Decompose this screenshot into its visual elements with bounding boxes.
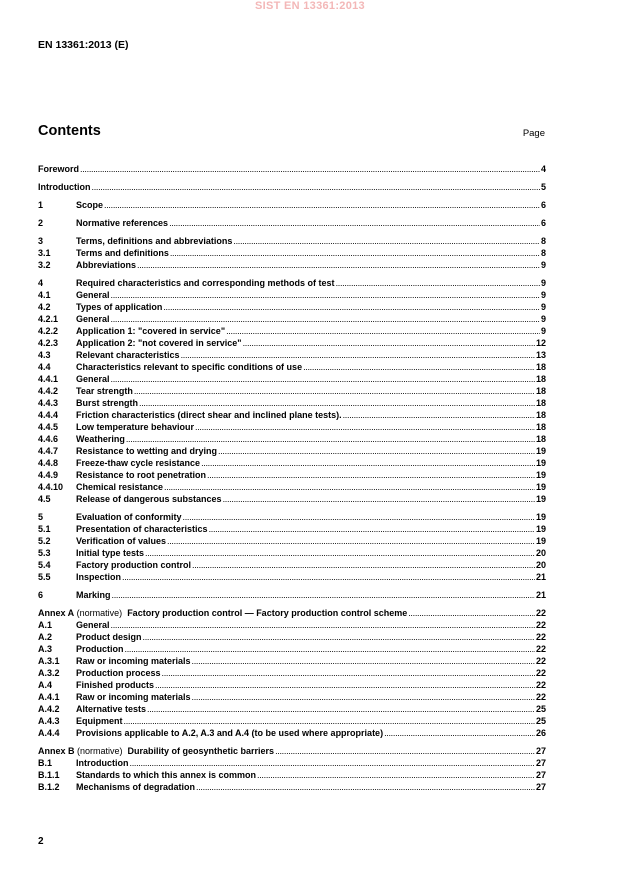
toc-entry-number: A.4 bbox=[38, 680, 53, 690]
toc-entry-page: 9 bbox=[540, 290, 546, 300]
dot-leader bbox=[162, 667, 535, 679]
watermark: SIST EN 13361:2013 bbox=[255, 0, 365, 12]
toc-entry[interactable] bbox=[38, 757, 546, 769]
toc-entry-number: 3.2 bbox=[38, 260, 51, 270]
toc-entry-page: 12 bbox=[535, 338, 546, 348]
toc-entry-title: Raw or incoming materials bbox=[76, 656, 191, 666]
toc-entry-number: 4.1 bbox=[38, 290, 51, 300]
dot-leader bbox=[111, 619, 535, 631]
toc-entry-number: 4.2.1 bbox=[38, 314, 59, 324]
annex-label: Annex B bbox=[38, 746, 75, 756]
toc-entry[interactable] bbox=[38, 559, 546, 571]
toc-entry[interactable] bbox=[38, 547, 546, 559]
toc-entry-page: 19 bbox=[535, 470, 546, 480]
toc-entry-title: Provisions applicable to A.2, A.3 and A.4 (to be used where appropriate) bbox=[76, 728, 384, 738]
dot-leader bbox=[139, 397, 535, 409]
toc-entry[interactable] bbox=[38, 349, 546, 361]
toc-entry-title: Raw or incoming materials bbox=[76, 692, 191, 702]
toc-entry-number: 5.2 bbox=[38, 536, 51, 546]
dot-leader bbox=[257, 769, 535, 781]
toc-entry-number: 4.4.10 bbox=[38, 482, 64, 492]
toc-entry-title: Chemical resistance bbox=[76, 482, 164, 492]
toc-entry-title bbox=[38, 745, 274, 757]
toc-entry-number: 5.3 bbox=[38, 548, 51, 558]
toc-entry-title: Application 2: "not covered in service" bbox=[76, 338, 242, 348]
dot-leader bbox=[183, 511, 535, 523]
toc-entry[interactable] bbox=[38, 745, 546, 757]
toc-entry-page: 22 bbox=[535, 644, 546, 654]
toc-entry[interactable] bbox=[38, 643, 546, 655]
toc-entry[interactable] bbox=[38, 703, 546, 715]
dot-leader bbox=[218, 445, 535, 457]
toc-entry-number: 5.5 bbox=[38, 572, 51, 582]
dot-leader bbox=[223, 493, 535, 505]
toc-entry-title: Application 1: "covered in service" bbox=[76, 326, 226, 336]
annex-normative-tag: (normative) bbox=[74, 746, 126, 756]
toc-entry-page: 18 bbox=[535, 374, 546, 384]
dot-leader bbox=[303, 361, 535, 373]
toc-entry-number: 5.4 bbox=[38, 560, 51, 570]
toc-entry[interactable] bbox=[38, 769, 546, 781]
dot-leader bbox=[233, 235, 540, 247]
toc-entry-title: Freeze-thaw cycle resistance bbox=[76, 458, 201, 468]
dot-leader bbox=[145, 547, 535, 559]
toc-entry-number: A.3 bbox=[38, 644, 53, 654]
annex-title: Factory production control — Factory production control scheme bbox=[124, 608, 408, 618]
dot-leader bbox=[192, 559, 535, 571]
dot-leader bbox=[170, 247, 540, 259]
toc-entry-number: 1 bbox=[38, 200, 44, 210]
toc-entry-title: Production process bbox=[76, 668, 161, 678]
toc-entry[interactable] bbox=[38, 199, 546, 211]
toc-entry-page: 27 bbox=[535, 782, 546, 792]
toc-entry-page: 19 bbox=[535, 494, 546, 504]
toc-entry-page: 27 bbox=[535, 770, 546, 780]
toc-entry-page: 5 bbox=[540, 182, 546, 192]
toc-entry-page: 18 bbox=[535, 362, 546, 372]
annex-title: Durability of geosynthetic barriers bbox=[125, 746, 275, 756]
toc-entry-page: 4 bbox=[540, 164, 546, 174]
dot-leader bbox=[111, 373, 535, 385]
toc-entry-title: Tear strength bbox=[76, 386, 133, 396]
toc-entry-number: 4.4.3 bbox=[38, 398, 59, 408]
toc-entry[interactable] bbox=[38, 493, 546, 505]
toc-entry-number: 4.4.2 bbox=[38, 386, 59, 396]
toc-entry-page: 19 bbox=[535, 512, 546, 522]
dot-leader bbox=[209, 523, 535, 535]
toc-entry-title: Terms and definitions bbox=[76, 248, 169, 258]
table-of-contents bbox=[38, 163, 546, 793]
toc-entry-page: 9 bbox=[540, 326, 546, 336]
page-number: 2 bbox=[38, 836, 44, 847]
toc-entry-title: Finished products bbox=[76, 680, 155, 690]
dot-leader bbox=[125, 643, 535, 655]
toc-entry-page: 22 bbox=[535, 632, 546, 642]
toc-entry-number: A.1 bbox=[38, 620, 53, 630]
toc-entry-number: 4.4.6 bbox=[38, 434, 59, 444]
toc-entry-number: B.1.2 bbox=[38, 782, 60, 792]
toc-entry-title: General bbox=[76, 314, 110, 324]
toc-entry-number: 4.4.9 bbox=[38, 470, 59, 480]
toc-entry-page: 18 bbox=[535, 410, 546, 420]
toc-entry-number: 4.2.3 bbox=[38, 338, 59, 348]
toc-entry-page: 8 bbox=[540, 248, 546, 258]
toc-entry-number: A.4.3 bbox=[38, 716, 60, 726]
toc-entry[interactable] bbox=[38, 247, 546, 259]
toc-entry[interactable] bbox=[38, 457, 546, 469]
dot-leader bbox=[124, 715, 535, 727]
toc-entry[interactable] bbox=[38, 235, 546, 247]
toc-entry-page: 18 bbox=[535, 422, 546, 432]
toc-entry[interactable] bbox=[38, 277, 546, 289]
toc-entry-number: 4.2.2 bbox=[38, 326, 59, 336]
dot-leader bbox=[143, 631, 535, 643]
toc-entry-number: 4.4 bbox=[38, 362, 51, 372]
toc-entry[interactable] bbox=[38, 481, 546, 493]
toc-entry-number: 3 bbox=[38, 236, 44, 246]
toc-entry-title: Introduction bbox=[38, 182, 91, 192]
toc-entry-page: 21 bbox=[535, 572, 546, 582]
toc-entry-page: 13 bbox=[535, 350, 546, 360]
dot-leader bbox=[126, 433, 535, 445]
toc-entry-title: Equipment bbox=[76, 716, 123, 726]
toc-entry-title: Alternative tests bbox=[76, 704, 147, 714]
toc-entry[interactable] bbox=[38, 361, 546, 373]
toc-entry-title: Foreword bbox=[38, 164, 80, 174]
toc-entry[interactable] bbox=[38, 289, 546, 301]
dot-leader bbox=[195, 421, 535, 433]
toc-entry[interactable] bbox=[38, 421, 546, 433]
toc-entry[interactable] bbox=[38, 667, 546, 679]
annex-label: Annex A bbox=[38, 608, 75, 618]
toc-entry-page: 26 bbox=[535, 728, 546, 738]
toc-entry-title: Required characteristics and corresponding methods of test bbox=[76, 278, 335, 288]
toc-entry-page: 9 bbox=[540, 314, 546, 324]
toc-entry-title: Presentation of characteristics bbox=[76, 524, 208, 534]
toc-entry-page: 22 bbox=[535, 620, 546, 630]
toc-entry-number: A.4.4 bbox=[38, 728, 60, 738]
toc-entry-title: Terms, definitions and abbreviations bbox=[76, 236, 233, 246]
toc-entry-title bbox=[38, 607, 407, 619]
toc-entry-number: 3.1 bbox=[38, 248, 51, 258]
toc-entry-page: 22 bbox=[535, 608, 546, 618]
toc-entry-page: 22 bbox=[535, 656, 546, 666]
toc-entry-page: 8 bbox=[540, 236, 546, 246]
toc-entry-title: Low temperature behaviour bbox=[76, 422, 195, 432]
toc-entry-page: 25 bbox=[535, 716, 546, 726]
contents-title: Contents bbox=[38, 123, 101, 139]
toc-entry-title: General bbox=[76, 374, 110, 384]
toc-entry-title: Standards to which this annex is common bbox=[76, 770, 257, 780]
dot-leader bbox=[192, 655, 535, 667]
toc-entry-title: Evaluation of conformity bbox=[76, 512, 182, 522]
dot-leader bbox=[192, 691, 535, 703]
dot-leader bbox=[147, 703, 535, 715]
dot-leader bbox=[343, 409, 535, 421]
toc-entry[interactable] bbox=[38, 607, 546, 619]
toc-entry[interactable] bbox=[38, 619, 546, 631]
toc-entry-page: 9 bbox=[540, 260, 546, 270]
dot-leader bbox=[164, 481, 535, 493]
toc-entry-number: 2 bbox=[38, 218, 44, 228]
toc-entry-number: A.3.1 bbox=[38, 656, 60, 666]
toc-entry[interactable] bbox=[38, 715, 546, 727]
toc-entry[interactable] bbox=[38, 373, 546, 385]
toc-entry[interactable] bbox=[38, 433, 546, 445]
toc-entry-number: 4.4.8 bbox=[38, 458, 59, 468]
dot-leader bbox=[111, 313, 540, 325]
toc-entry-number: 4.4.1 bbox=[38, 374, 59, 384]
toc-entry-number: 4.5 bbox=[38, 494, 51, 504]
toc-entry[interactable] bbox=[38, 163, 546, 175]
toc-entry-title: Scope bbox=[76, 200, 104, 210]
toc-entry-title: Product design bbox=[76, 632, 142, 642]
toc-entry-title: Resistance to wetting and drying bbox=[76, 446, 218, 456]
toc-entry-page: 9 bbox=[540, 302, 546, 312]
toc-entry[interactable] bbox=[38, 535, 546, 547]
toc-entry-page: 19 bbox=[535, 458, 546, 468]
toc-entry-number: 5.1 bbox=[38, 524, 51, 534]
toc-entry-number: B.1 bbox=[38, 758, 53, 768]
dot-leader bbox=[111, 289, 540, 301]
toc-entry[interactable] bbox=[38, 385, 546, 397]
toc-entry[interactable] bbox=[38, 511, 546, 523]
toc-entry[interactable] bbox=[38, 445, 546, 457]
toc-entry[interactable] bbox=[38, 589, 546, 601]
toc-entry[interactable] bbox=[38, 325, 546, 337]
toc-entry-number: A.4.1 bbox=[38, 692, 60, 702]
toc-entry-number: 4.4.7 bbox=[38, 446, 59, 456]
toc-entry[interactable] bbox=[38, 727, 546, 739]
dot-leader bbox=[196, 781, 535, 793]
toc-entry-page: 18 bbox=[535, 434, 546, 444]
toc-entry-page: 22 bbox=[535, 668, 546, 678]
toc-entry[interactable] bbox=[38, 679, 546, 691]
toc-entry[interactable] bbox=[38, 181, 546, 193]
toc-entry-title: Mechanisms of degradation bbox=[76, 782, 196, 792]
toc-entry-title: Release of dangerous substances bbox=[76, 494, 222, 504]
toc-entry-title: Initial type tests bbox=[76, 548, 145, 558]
toc-entry[interactable] bbox=[38, 655, 546, 667]
dot-leader bbox=[408, 607, 535, 619]
toc-entry-page: 22 bbox=[535, 680, 546, 690]
toc-entry-title: General bbox=[76, 290, 110, 300]
toc-entry[interactable] bbox=[38, 301, 546, 313]
toc-entry-title: Introduction bbox=[76, 758, 129, 768]
toc-entry-title: Friction characteristics (direct shear and inclined plane tests). bbox=[76, 410, 342, 420]
toc-entry-title: Marking bbox=[76, 590, 111, 600]
toc-entry-title: Abbreviations bbox=[76, 260, 137, 270]
toc-entry[interactable] bbox=[38, 691, 546, 703]
toc-entry-number: 4.4.4 bbox=[38, 410, 59, 420]
toc-entry-number: A.2 bbox=[38, 632, 53, 642]
toc-entry-number: A.4.2 bbox=[38, 704, 60, 714]
dot-leader bbox=[155, 679, 535, 691]
dot-leader bbox=[201, 457, 535, 469]
toc-entry-page: 27 bbox=[535, 758, 546, 768]
toc-entry-page: 20 bbox=[535, 560, 546, 570]
toc-entry[interactable] bbox=[38, 337, 546, 349]
toc-entry-title: General bbox=[76, 620, 110, 630]
dot-leader bbox=[80, 163, 540, 175]
toc-entry-page: 19 bbox=[535, 524, 546, 534]
toc-entry[interactable] bbox=[38, 217, 546, 229]
toc-entry-title: Normative references bbox=[76, 218, 169, 228]
toc-entry-number: 5 bbox=[38, 512, 44, 522]
toc-entry-page: 6 bbox=[540, 200, 546, 210]
toc-entry-title: Verification of values bbox=[76, 536, 167, 546]
toc-entry-title: Production bbox=[76, 644, 124, 654]
toc-entry-number: 4.2 bbox=[38, 302, 51, 312]
toc-entry-page: 18 bbox=[535, 398, 546, 408]
toc-entry[interactable] bbox=[38, 631, 546, 643]
dot-leader bbox=[134, 385, 535, 397]
dot-leader bbox=[92, 181, 540, 193]
dot-leader bbox=[163, 301, 540, 313]
toc-entry-title: Characteristics relevant to specific conditions of use bbox=[76, 362, 303, 372]
dot-leader bbox=[384, 727, 535, 739]
toc-entry-number: 4.3 bbox=[38, 350, 51, 360]
annex-normative-tag: (normative) bbox=[74, 608, 125, 618]
toc-entry-title: Resistance to root penetration bbox=[76, 470, 207, 480]
dot-leader bbox=[130, 757, 535, 769]
toc-entry-page: 18 bbox=[535, 386, 546, 396]
toc-entry-title: Factory production control bbox=[76, 560, 192, 570]
toc-entry[interactable] bbox=[38, 313, 546, 325]
toc-entry-page: 19 bbox=[535, 536, 546, 546]
toc-entry-page: 20 bbox=[535, 548, 546, 558]
toc-entry-number: B.1.1 bbox=[38, 770, 60, 780]
toc-entry[interactable] bbox=[38, 259, 546, 271]
dot-leader bbox=[122, 571, 535, 583]
toc-entry-page: 21 bbox=[535, 590, 546, 600]
toc-entry-number: 4.4.5 bbox=[38, 422, 59, 432]
toc-entry-page: 9 bbox=[540, 278, 546, 288]
dot-leader bbox=[167, 535, 535, 547]
toc-entry[interactable] bbox=[38, 409, 546, 421]
toc-entry-title: Weathering bbox=[76, 434, 125, 444]
dot-leader bbox=[104, 199, 540, 211]
toc-entry-page: 19 bbox=[535, 446, 546, 456]
toc-entry-page: 19 bbox=[535, 482, 546, 492]
toc-entry[interactable] bbox=[38, 469, 546, 481]
toc-entry[interactable] bbox=[38, 571, 546, 583]
dot-leader bbox=[336, 277, 540, 289]
dot-leader bbox=[243, 337, 535, 349]
toc-entry-title: Types of application bbox=[76, 302, 163, 312]
toc-entry[interactable] bbox=[38, 397, 546, 409]
page-column-label: Page bbox=[522, 128, 545, 139]
toc-entry-title: Inspection bbox=[76, 572, 122, 582]
toc-entry-title: Burst strength bbox=[76, 398, 139, 408]
dot-leader bbox=[226, 325, 540, 337]
toc-entry-number: A.3.2 bbox=[38, 668, 60, 678]
dot-leader bbox=[207, 469, 535, 481]
dot-leader bbox=[181, 349, 535, 361]
dot-leader bbox=[137, 259, 540, 271]
dot-leader bbox=[169, 217, 540, 229]
dot-leader bbox=[275, 745, 535, 757]
toc-entry-page: 22 bbox=[535, 692, 546, 702]
toc-entry[interactable] bbox=[38, 781, 546, 793]
toc-entry-page: 27 bbox=[535, 746, 546, 756]
toc-entry[interactable] bbox=[38, 523, 546, 535]
toc-entry-number: 6 bbox=[38, 590, 44, 600]
toc-entry-page: 25 bbox=[535, 704, 546, 714]
dot-leader bbox=[112, 589, 535, 601]
toc-entry-title: Relevant characteristics bbox=[76, 350, 180, 360]
toc-entry-number: 4 bbox=[38, 278, 44, 288]
toc-entry-page: 6 bbox=[540, 218, 546, 228]
document-id: EN 13361:2013 (E) bbox=[38, 39, 129, 51]
